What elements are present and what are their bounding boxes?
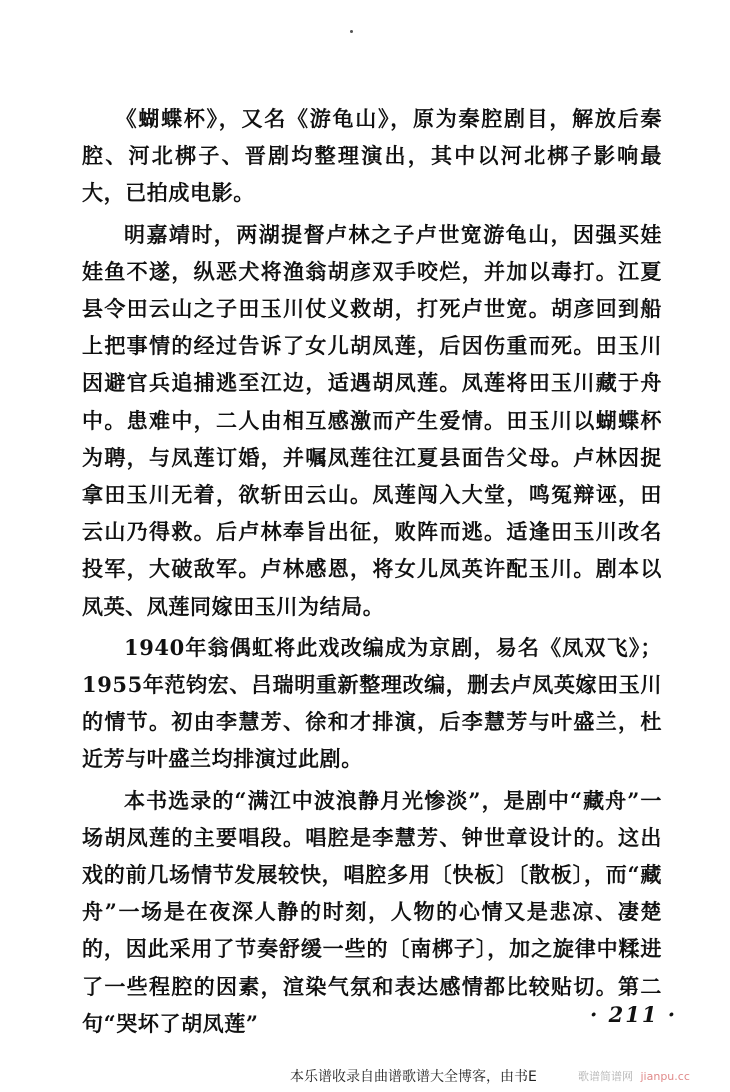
paragraph-history: 1940年翁偶虹将此戏改编成为京剧，易名《凤双飞》；1955年范钧宏、吕瑞明重新整理改编，删去卢凤英嫁田玉川的情节。初由李慧芳、徐和才排演，后李慧芳与叶盛兰，杜近芳与叶盛兰均排演过此剧。: [82, 634, 662, 772]
footer: [0, 1060, 730, 1092]
paragraph-aria: 本书选录的“满江中波浪静月光惨淡”，是剧中“藏舟”一场胡凤莲的主要唱段。唱腔是李慧芳、钟世章设计的。这出戏的前几场情节发展较快，唱腔多用〔快板〕〔散板〕，而“藏舟”一场是在夜深人静的时刻，人物的心情又是悲凉、凄楚的，因此采用了节奏舒缓一些的〔南梆子〕，加之旋律中糅进了一些程腔的因素，渲染气氛和表达感情都比较贴切。第二句“哭坏了胡凤莲”: [82, 787, 662, 1036]
page-number: · 211 ·: [590, 1002, 678, 1027]
watermark-text: 歌谱简谱网: [578, 1070, 633, 1083]
paragraph-intro: 《蝴蝶杯》，又名《游龟山》，原为秦腔剧目，解放后秦腔、河北梆子、晋剧均整理演出，其中以河北梆子影响最大，已拍成电影。: [82, 106, 662, 206]
watermark-url: jianpu.cc: [640, 1070, 690, 1083]
body-text: [82, 100, 662, 1046]
watermark: [578, 1068, 690, 1084]
scan-speck: [350, 30, 353, 33]
paragraph-plot: 明嘉靖时，两湖提督卢林之子卢世宽游龟山，因强买娃娃鱼不遂，纵恶犬将渔翁胡彦双手咬烂，并加以毒打。江夏县令田云山之子田玉川仗义救胡，打死卢世宽。胡彦回到船上把事情的经过告诉了女儿胡凤莲，后因伤重而死。田玉川因避官兵追捕逃至江边，适遇胡凤莲。凤莲将田玉川藏于舟中。患难中，二人由相互感激而产生爱情。田玉川以蝴蝶杯为聘，与凤莲订婚，并嘱凤莲往江夏县面告父母。卢林因捉拿田玉川无着，欲斩田云山。凤莲闯入大堂，鸣冤辩诬，田云山乃得救。后卢林奉旨出征，败阵而逃。适逢田玉川改名投军，大破敌军。卢林感恩，将女儿凤英许配玉川。剧本以凤英、凤莲同嫁田玉川为结局。: [82, 221, 662, 619]
footer-credit: 本乐谱收录自曲谱歌谱大全博客，由书E: [290, 1069, 537, 1085]
